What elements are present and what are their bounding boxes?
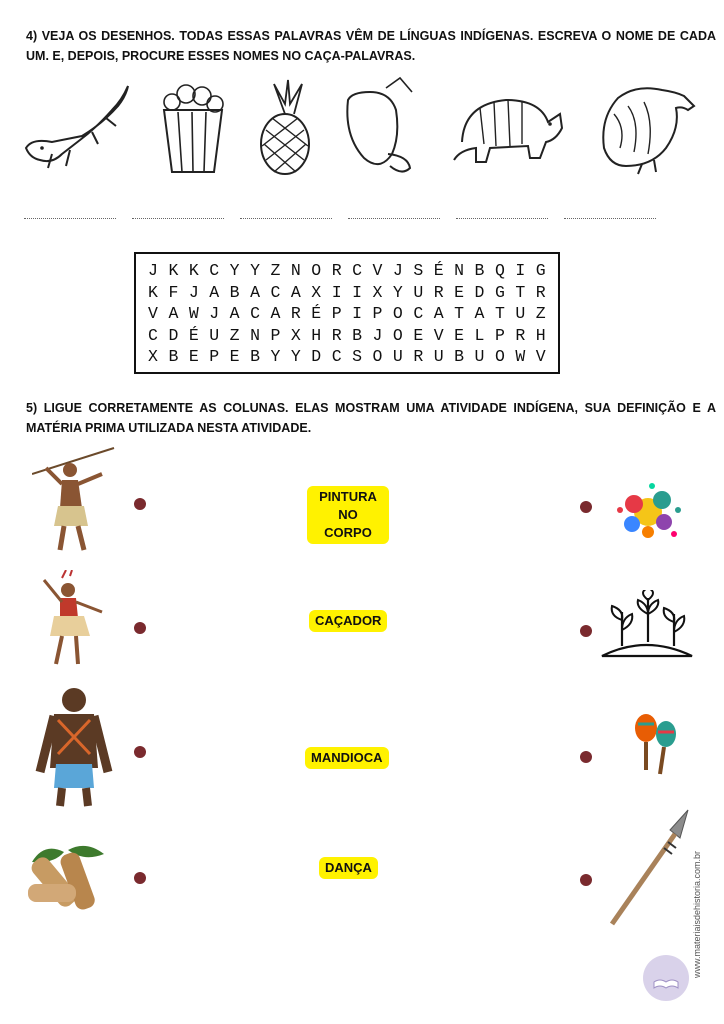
- word-search-letter[interactable]: G: [494, 282, 505, 302]
- word-search-letter[interactable]: T: [454, 304, 465, 323]
- question-5-instruction: 5) LIGUE CORRETAMENTE AS COLUNAS. ELAS MOSTRAM UMA ATIVIDADE INDÍGENA, SUA DEFINIÇÃO E A MATÉRIA PRIMA UTILIZADA NESTA ATIVIDADE.: [26, 401, 716, 435]
- word-search-letter[interactable]: J: [372, 325, 383, 345]
- word-search-letter[interactable]: U: [392, 347, 403, 366]
- word-search-letter[interactable]: N: [454, 261, 465, 280]
- word-search-letter[interactable]: R: [515, 325, 526, 345]
- word-search-letter[interactable]: N: [290, 261, 301, 280]
- label-pintura-no-corpo: PINTURA NO CORPO: [307, 486, 389, 544]
- word-search-letter[interactable]: A: [474, 304, 485, 323]
- word-search-letter[interactable]: A: [290, 282, 301, 302]
- word-search-row: [144, 347, 550, 369]
- word-search-letter[interactable]: D: [311, 347, 322, 366]
- word-search-letter[interactable]: B: [474, 261, 485, 280]
- word-search-letter[interactable]: L: [474, 325, 485, 345]
- word-search-letter[interactable]: Y: [250, 261, 260, 280]
- word-search-letter[interactable]: R: [413, 347, 424, 366]
- word-search-row: [144, 261, 550, 283]
- word-search-letter[interactable]: U: [413, 282, 424, 302]
- word-search-letter[interactable]: X: [290, 325, 301, 345]
- word-search-letter[interactable]: O: [372, 347, 383, 366]
- word-search-letter[interactable]: R: [433, 282, 444, 302]
- word-search-letter[interactable]: E: [229, 347, 240, 366]
- word-search-letter[interactable]: P: [209, 347, 220, 366]
- word-search-letter[interactable]: O: [494, 347, 505, 366]
- word-search-letter[interactable]: K: [168, 261, 179, 280]
- website-credit: www.materiaisdehistoria.com.br: [692, 850, 702, 978]
- word-search-letter[interactable]: R: [331, 261, 342, 280]
- left-dot-3[interactable]: [134, 746, 146, 758]
- word-search-letter[interactable]: É: [311, 304, 322, 323]
- word-search-letter[interactable]: E: [188, 347, 199, 366]
- label-cacador: CAÇADOR: [309, 610, 387, 632]
- word-search-letter[interactable]: C: [331, 347, 342, 366]
- word-search-letter[interactable]: P: [494, 325, 505, 345]
- vulture-icon: [596, 78, 698, 176]
- word-search-letter[interactable]: R: [535, 282, 546, 302]
- word-search-row: [144, 283, 550, 305]
- word-search-letter[interactable]: S: [413, 261, 424, 280]
- word-search-letter[interactable]: B: [352, 325, 363, 345]
- word-search-letter[interactable]: B: [250, 347, 260, 366]
- word-search-letter[interactable]: K: [148, 282, 158, 302]
- word-search-letter[interactable]: V: [433, 325, 444, 345]
- word-search-letter[interactable]: E: [454, 282, 465, 302]
- word-search-letter[interactable]: H: [535, 325, 546, 345]
- word-search-grid: [134, 252, 560, 374]
- word-search-letter[interactable]: A: [250, 282, 260, 302]
- label-danca: DANÇA: [319, 857, 378, 879]
- right-dot-2[interactable]: [580, 625, 592, 637]
- word-search-letter[interactable]: E: [413, 325, 424, 345]
- word-search-letter[interactable]: D: [168, 325, 179, 345]
- word-search-letter[interactable]: É: [188, 325, 199, 345]
- word-search-letter[interactable]: A: [270, 304, 281, 323]
- word-search-letter[interactable]: C: [250, 304, 260, 323]
- right-dot-4[interactable]: [580, 874, 592, 886]
- word-search-letter[interactable]: Y: [229, 261, 240, 280]
- hunter-icon: [32, 446, 116, 554]
- paint-splash-icon: [612, 480, 686, 544]
- dancer-icon: [32, 570, 112, 670]
- maracas-icon: [630, 710, 680, 776]
- word-search-letter[interactable]: W: [188, 304, 199, 323]
- word-search-letter[interactable]: K: [188, 261, 199, 280]
- word-search-letter[interactable]: Y: [290, 347, 301, 366]
- answer-line-5[interactable]: [456, 218, 548, 219]
- word-search-letter[interactable]: U: [474, 347, 485, 366]
- word-search-letter[interactable]: R: [290, 304, 301, 323]
- left-dot-1[interactable]: [134, 498, 146, 510]
- right-dot-3[interactable]: [580, 751, 592, 763]
- cashew-icon: [340, 76, 416, 176]
- word-search-letter[interactable]: I: [331, 282, 342, 302]
- word-search-letter[interactable]: W: [515, 347, 526, 366]
- word-search-letter[interactable]: V: [535, 347, 546, 366]
- answer-line-4[interactable]: [348, 218, 440, 219]
- word-search-letter[interactable]: P: [270, 325, 281, 345]
- word-search-letter[interactable]: F: [168, 282, 179, 302]
- answer-line-2[interactable]: [132, 218, 224, 219]
- word-search-letter[interactable]: É: [433, 261, 444, 280]
- word-search-letter[interactable]: J: [209, 304, 220, 323]
- word-search-letter[interactable]: G: [535, 261, 546, 280]
- word-search-letter[interactable]: A: [433, 304, 444, 323]
- word-search-letter[interactable]: Y: [392, 282, 403, 302]
- right-dot-1[interactable]: [580, 501, 592, 513]
- word-search-letter[interactable]: P: [372, 304, 383, 323]
- word-search-letter[interactable]: H: [311, 325, 322, 345]
- left-dot-4[interactable]: [134, 872, 146, 884]
- word-search-letter[interactable]: B: [229, 282, 240, 302]
- word-search-letter[interactable]: C: [270, 282, 281, 302]
- word-search-letter[interactable]: B: [168, 347, 179, 366]
- word-search-letter[interactable]: S: [352, 347, 363, 366]
- word-search-letter[interactable]: X: [372, 282, 383, 302]
- word-search-letter[interactable]: A: [168, 304, 179, 323]
- word-search-letter[interactable]: X: [148, 347, 158, 366]
- word-search-letter[interactable]: O: [311, 261, 322, 280]
- word-search-letter[interactable]: B: [454, 347, 465, 366]
- word-search-letter[interactable]: Y: [270, 347, 281, 366]
- word-search-letter[interactable]: U: [209, 325, 220, 345]
- word-search-letter[interactable]: C: [352, 261, 363, 280]
- answer-line-1[interactable]: [24, 218, 116, 219]
- word-search-letter[interactable]: R: [331, 325, 342, 345]
- word-search-letter[interactable]: A: [229, 304, 240, 323]
- body-painted-man-icon: [34, 684, 114, 808]
- word-search-letter[interactable]: E: [454, 325, 465, 345]
- word-search-letter[interactable]: N: [250, 325, 260, 345]
- word-search-letter[interactable]: I: [352, 282, 363, 302]
- alligator-icon: [22, 80, 132, 176]
- word-search-letter[interactable]: T: [515, 282, 526, 302]
- word-search-letter[interactable]: U: [515, 304, 526, 323]
- answer-line-6[interactable]: [564, 218, 656, 219]
- word-search-letter[interactable]: O: [392, 304, 403, 323]
- answer-line-3[interactable]: [240, 218, 332, 219]
- word-search-letter[interactable]: Z: [229, 325, 240, 345]
- word-search-letter[interactable]: Q: [494, 261, 505, 280]
- word-search-letter[interactable]: T: [494, 304, 505, 323]
- question-4-instruction: 4) VEJA OS DESENHOS. TODAS ESSAS PALAVRAS VÊM DE LÍNGUAS INDÍGENAS. ESCREVA O NOME DE CADA UM. E, DEPOIS, PROCURE ESSES NOMES NO CAÇA-PALAVRAS.: [26, 29, 716, 63]
- plants-icon: [598, 590, 696, 660]
- word-search-row: [144, 326, 550, 348]
- site-logo-icon: [642, 954, 690, 1002]
- pineapple-icon: [252, 78, 318, 176]
- word-search-letter[interactable]: J: [392, 261, 403, 280]
- word-search-letter[interactable]: I: [352, 304, 363, 323]
- label-mandioca: MANDIOCA: [305, 747, 389, 769]
- word-search-letter[interactable]: P: [331, 304, 342, 323]
- word-search-letter[interactable]: J: [148, 261, 158, 280]
- popcorn-icon: [158, 80, 228, 176]
- word-search-letter[interactable]: D: [474, 282, 485, 302]
- word-search-letter[interactable]: O: [392, 325, 403, 345]
- word-search-letter[interactable]: J: [188, 282, 199, 302]
- word-search-letter[interactable]: Z: [270, 261, 281, 280]
- word-search-letter[interactable]: X: [311, 282, 322, 302]
- word-search-letter[interactable]: I: [515, 261, 526, 280]
- word-search-letter[interactable]: C: [413, 304, 424, 323]
- word-search-letter[interactable]: Z: [535, 304, 546, 323]
- word-search-letter[interactable]: A: [209, 282, 220, 302]
- word-search-letter[interactable]: V: [372, 261, 383, 280]
- left-dot-2[interactable]: [134, 622, 146, 634]
- cassava-icon: [24, 842, 112, 912]
- word-search-letter[interactable]: C: [209, 261, 220, 280]
- armadillo-icon: [450, 84, 566, 168]
- word-search-row: [144, 304, 550, 326]
- word-search-letter[interactable]: V: [148, 304, 158, 323]
- word-search-letter[interactable]: C: [148, 325, 158, 345]
- spear-icon: [608, 808, 692, 928]
- word-search-letter[interactable]: U: [433, 347, 444, 366]
